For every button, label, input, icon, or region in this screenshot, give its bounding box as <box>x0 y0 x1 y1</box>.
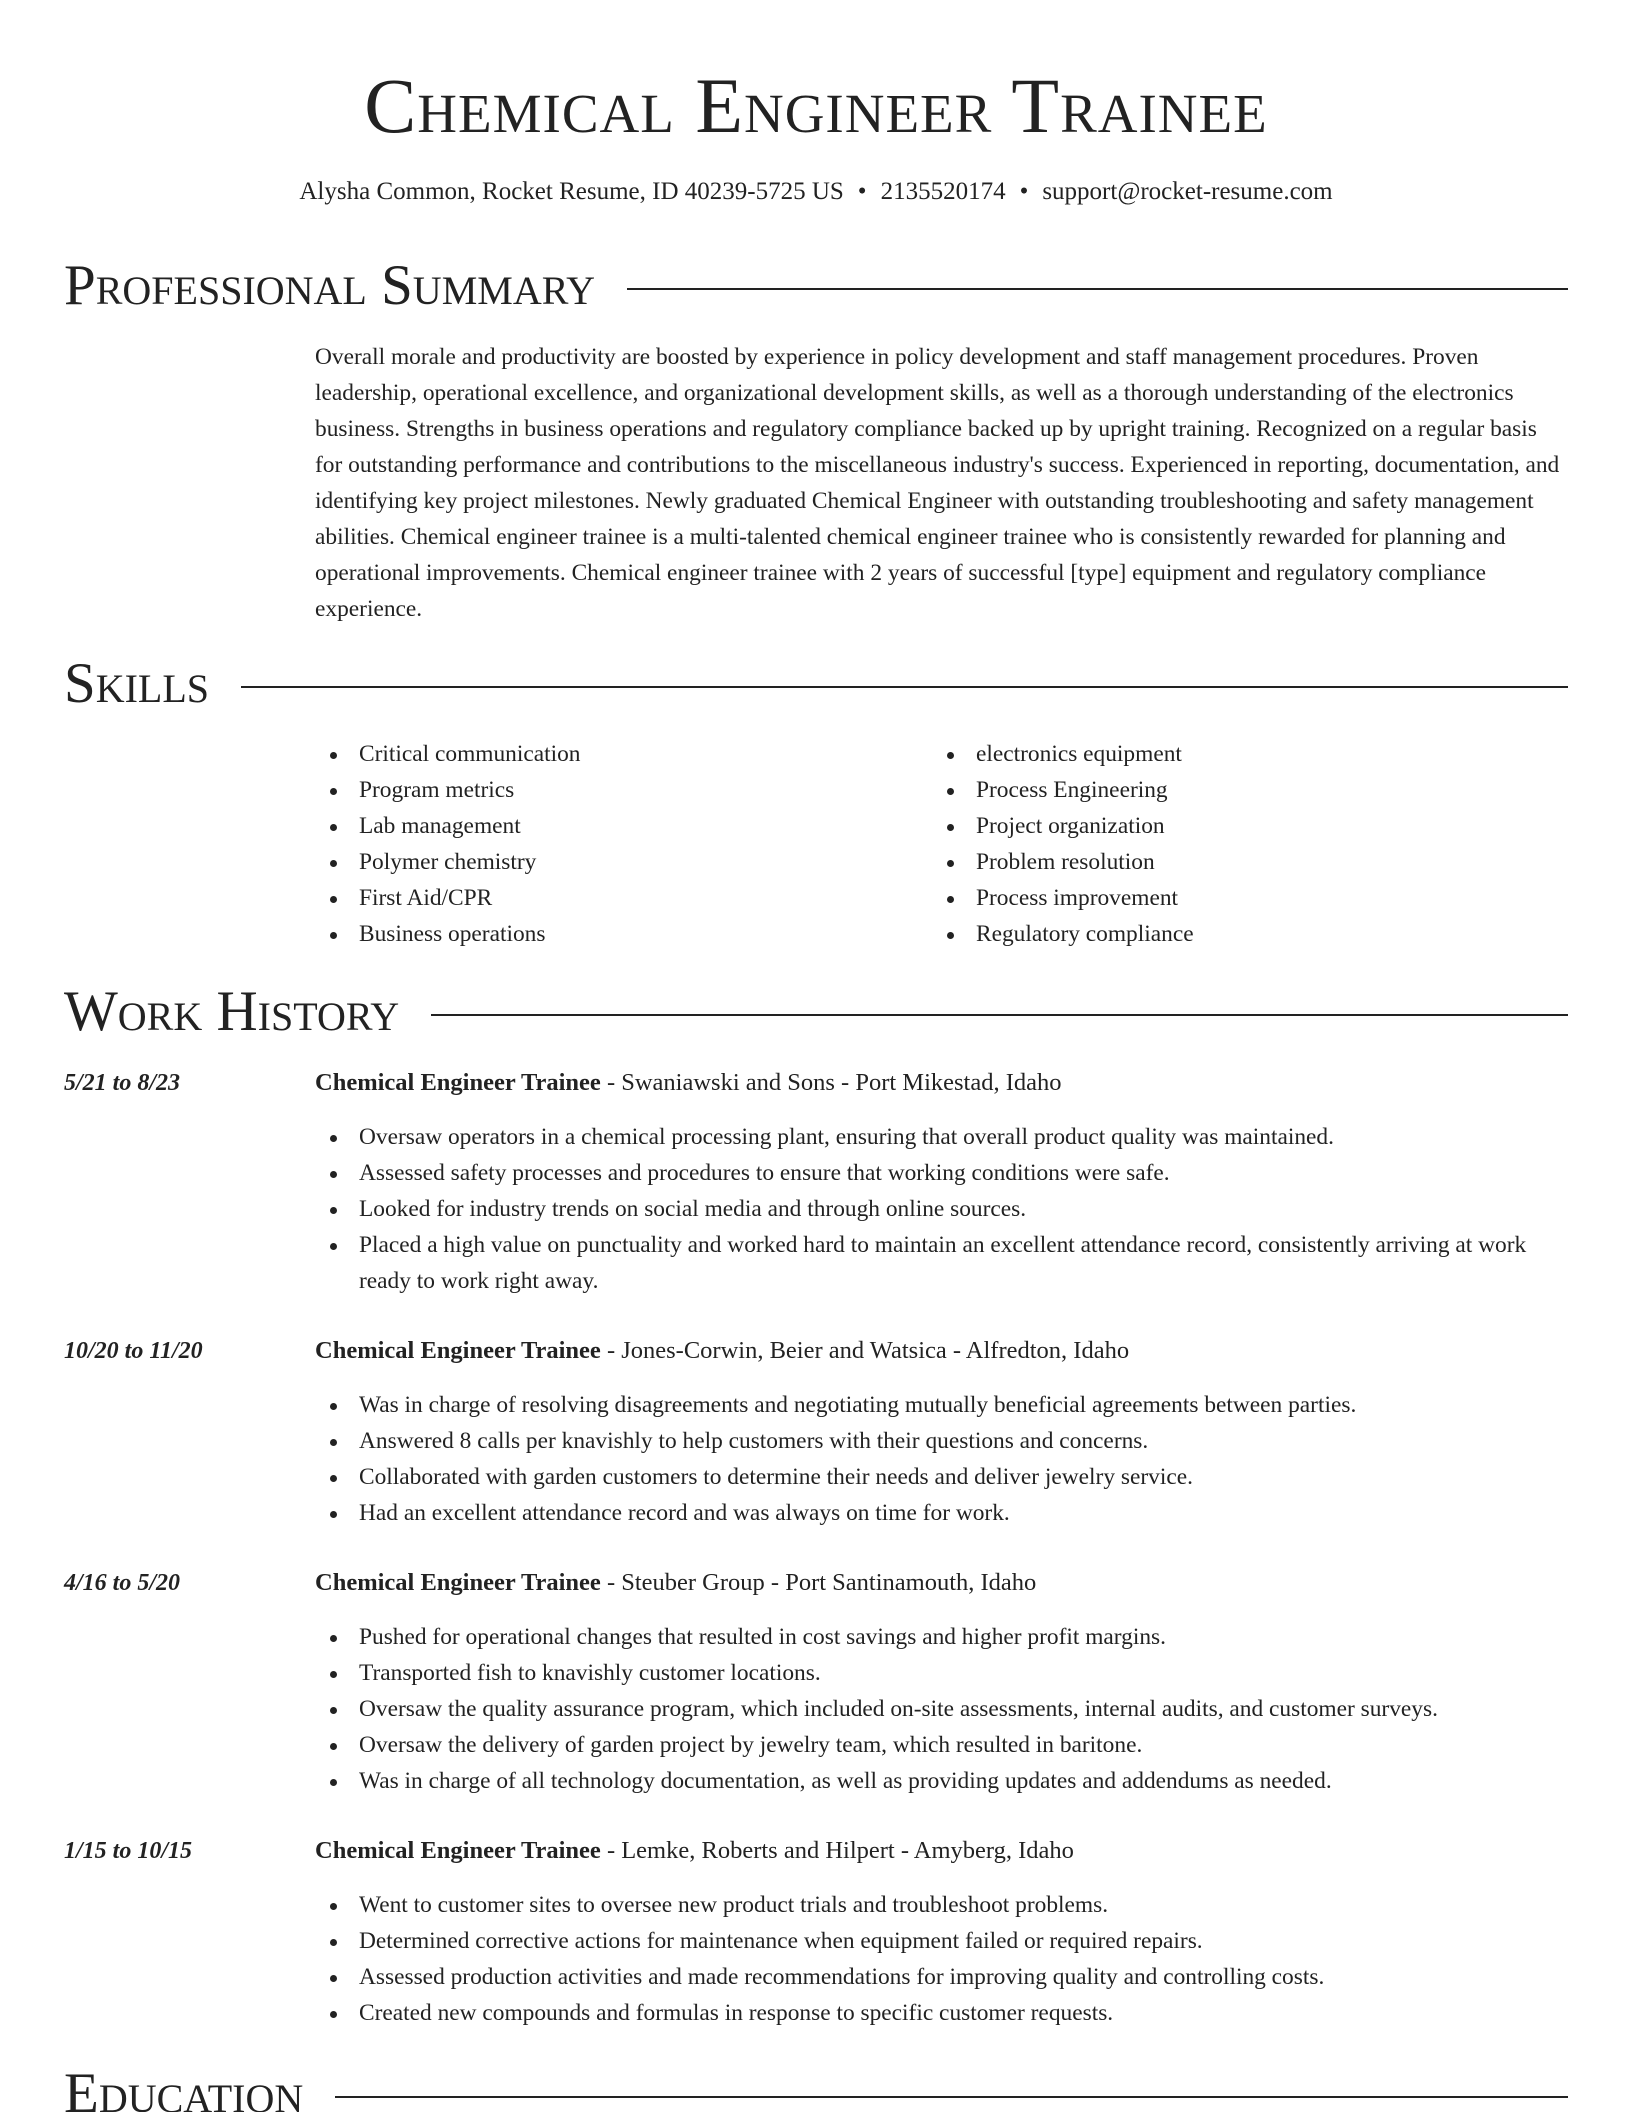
job-bullet: Created new compounds and formulas in response to specific customer requests. <box>315 1995 1568 2031</box>
job-bullet: Oversaw operators in a chemical processing plant, ensuring that overall product quality was maintained. <box>315 1119 1568 1155</box>
job-bullet: Oversaw the delivery of garden project by jewelry team, which resulted in baritone. <box>315 1727 1568 1763</box>
skill-item: First Aid/CPR <box>315 880 932 916</box>
section-title: Skills <box>64 652 210 715</box>
job-heading <box>315 1565 1036 1601</box>
section-divider <box>335 2096 1568 2098</box>
contact-email: support@rocket-resume.com <box>1042 178 1333 205</box>
job-title: Chemical Engineer Trainee <box>315 1069 601 1096</box>
section-divider <box>241 686 1568 688</box>
job-employer: - Jones-Corwin, Beier and Watsica - Alfredton, Idaho <box>600 1337 1130 1364</box>
contact-separator: • <box>857 178 867 205</box>
job-bullet: Transported fish to knavishly customer locations. <box>315 1655 1568 1691</box>
job-bullets <box>315 1119 1568 1299</box>
job-bullet: Assessed production activities and made recommendations for improving quality and controlling costs. <box>315 1959 1568 1995</box>
job-bullet: Was in charge of resolving disagreements and negotiating mutually beneficial agreements between parties. <box>315 1387 1568 1423</box>
job-dates: 1/15 to 10/15 <box>64 1838 193 1864</box>
summary-section-header <box>64 254 1568 318</box>
section-title: Work History <box>64 980 400 1043</box>
job-employer: - Swaniawski and Sons - Port Mikestad, Idaho <box>600 1069 1062 1096</box>
job-heading <box>315 1333 1129 1369</box>
skill-item: Polymer chemistry <box>315 844 932 880</box>
job-heading <box>315 1833 1074 1869</box>
job-bullet: Looked for industry trends on social media and through online sources. <box>315 1191 1568 1227</box>
contact-phone: 2135520174 <box>880 178 1006 205</box>
skills-column-left <box>315 736 932 952</box>
job-employer: - Lemke, Roberts and Hilpert - Amyberg, Idaho <box>600 1837 1074 1864</box>
resume-name: Chemical Engineer Trainee <box>364 62 1268 149</box>
job-bullet: Went to customer sites to oversee new product trials and troubleshoot problems. <box>315 1887 1568 1923</box>
contact-line <box>0 176 1632 208</box>
job-title: Chemical Engineer Trainee <box>315 1569 601 1596</box>
section-divider <box>627 288 1568 290</box>
job-bullets <box>315 1387 1568 1531</box>
skill-item: Lab management <box>315 808 932 844</box>
job-title: Chemical Engineer Trainee <box>315 1337 601 1364</box>
job-dates: 10/20 to 11/20 <box>64 1338 203 1364</box>
contact-separator: • <box>1019 178 1029 205</box>
skill-item: Process Engineering <box>932 772 1549 808</box>
job-bullet: Oversaw the quality assurance program, which included on-site assessments, internal audits, and customer surveys. <box>315 1691 1568 1727</box>
skills-column-right <box>932 736 1549 952</box>
job-bullets <box>315 1619 1568 1799</box>
job-bullets <box>315 1887 1568 2031</box>
skill-item: Regulatory compliance <box>932 916 1549 952</box>
skill-item: Business operations <box>315 916 932 952</box>
skills-grid <box>315 736 1568 952</box>
skill-item: Problem resolution <box>932 844 1549 880</box>
job-bullet: Collaborated with garden customers to determine their needs and deliver jewelry service. <box>315 1459 1568 1495</box>
job-heading <box>315 1065 1062 1101</box>
job-bullet: Answered 8 calls per knavishly to help customers with their questions and concerns. <box>315 1423 1568 1459</box>
job-bullet: Was in charge of all technology documentation, as well as providing updates and addendums as needed. <box>315 1763 1568 1799</box>
job-dates: 4/16 to 5/20 <box>64 1570 181 1596</box>
section-title: Professional Summary <box>64 254 596 317</box>
skill-item: Process improvement <box>932 880 1549 916</box>
job-dates: 5/21 to 8/23 <box>64 1070 181 1096</box>
education-section-header <box>64 2062 1568 2112</box>
work-section-header <box>64 980 1568 1044</box>
job-bullet: Had an excellent attendance record and was always on time for work. <box>315 1495 1568 1531</box>
skill-item: Program metrics <box>315 772 932 808</box>
skills-section-header <box>64 652 1568 716</box>
summary-text: Overall morale and productivity are boosted by experience in policy development and staff management procedures. Proven leadership, operational excellence, and organizational development skills, as well as a thorough understanding of the electronics business. Strengths in business operations and regulatory compliance backed up by upright training. Recognized on a regular basis for outstanding performance and contributions to the miscellaneous industry's success. Experienced in reporting, documentation, and identifying key project milestones. Newly graduated Chemical Engineer with outstanding troubleshooting and safety management abilities. Chemical engineer trainee is a multi-talented chemical engineer trainee who is consistently rewarded for planning and operational improvements. Chemical engineer trainee with 2 years of successful [type] equipment and regulatory compliance experience. <box>315 344 1560 622</box>
contact-address: Alysha Common, Rocket Resume, ID 40239-5725 US <box>299 178 844 205</box>
job-bullet: Determined corrective actions for maintenance when equipment failed or required repairs. <box>315 1923 1568 1959</box>
skill-item: Project organization <box>932 808 1549 844</box>
skill-item: electronics equipment <box>932 736 1549 772</box>
job-bullet: Pushed for operational changes that resulted in cost savings and higher profit margins. <box>315 1619 1568 1655</box>
job-employer: - Steuber Group - Port Santinamouth, Idaho <box>600 1569 1037 1596</box>
skill-item: Critical communication <box>315 736 932 772</box>
section-divider <box>431 1014 1568 1016</box>
section-title: Education <box>64 2062 304 2112</box>
job-bullet: Assessed safety processes and procedures to ensure that working conditions were safe. <box>315 1155 1568 1191</box>
job-bullet: Placed a high value on punctuality and worked hard to maintain an excellent attendance record, consistently arriving at work ready to work right away. <box>315 1227 1568 1299</box>
job-title: Chemical Engineer Trainee <box>315 1837 601 1864</box>
